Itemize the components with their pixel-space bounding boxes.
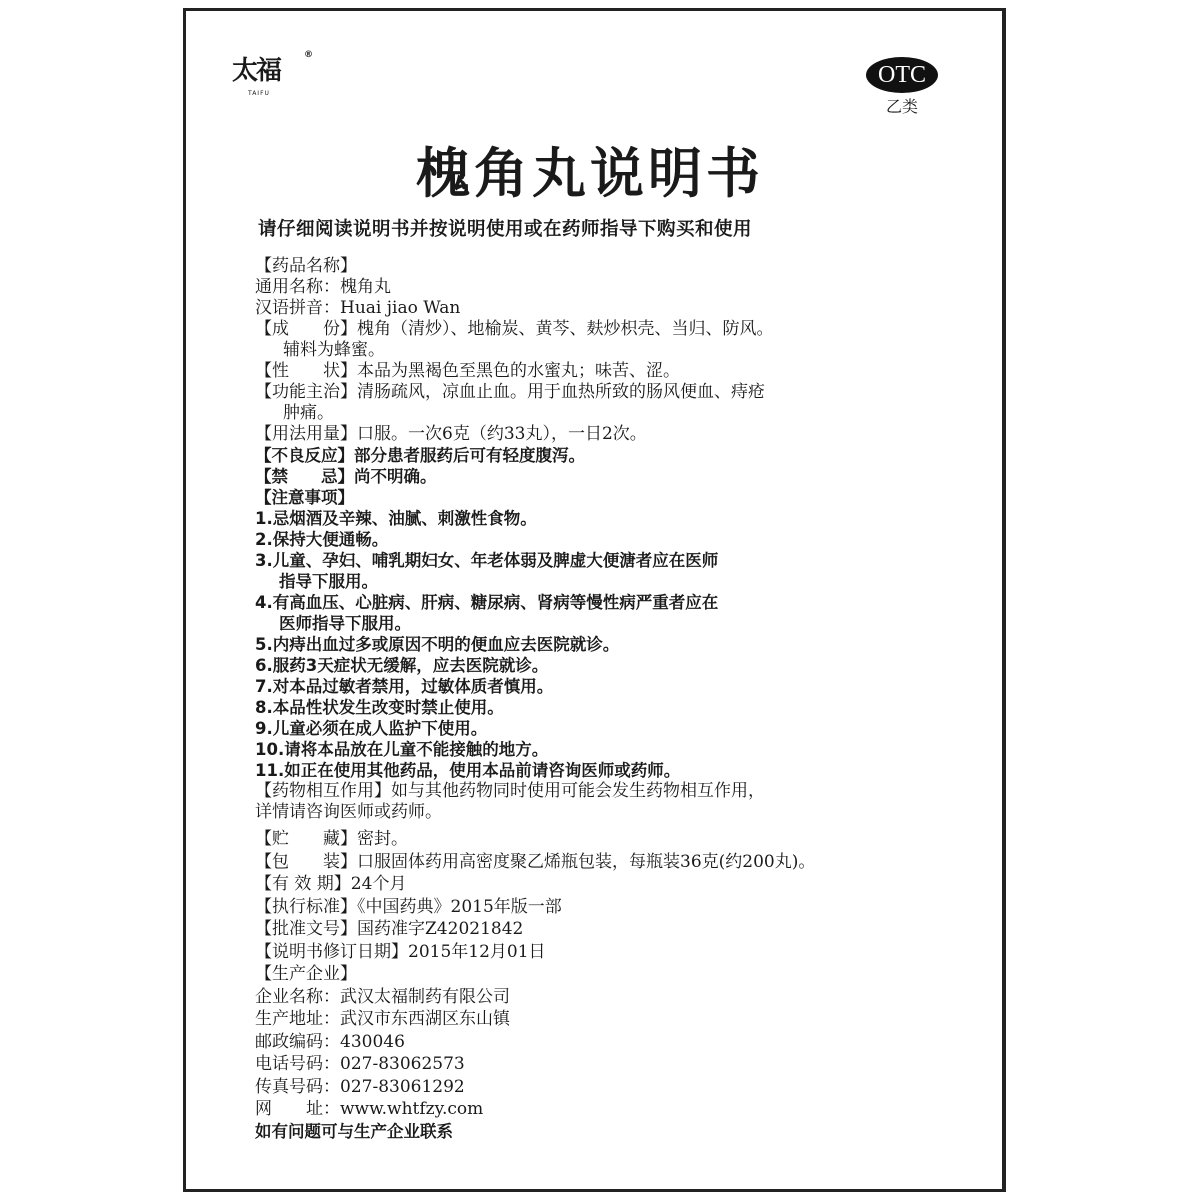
text-line: 1.忌烟酒及辛辣、油腻、刺激性食物。 xyxy=(255,509,537,528)
brand-name: 太福 xyxy=(232,56,281,86)
usage-notice: 请仔细阅读说明书并按说明使用或在药师指导下购买和使用 xyxy=(258,219,753,240)
text-line: 电话号码：027-83062573 xyxy=(255,1054,465,1074)
text-line: 4.有高血压、心脏病、肝病、糖尿病、肾病等慢性病严重者应在 xyxy=(255,593,719,612)
text-line: 【贮 藏】密封。 xyxy=(255,829,408,849)
text-line: 医师指导下服用。 xyxy=(279,614,411,633)
document-title xyxy=(0,142,1200,206)
text-line: 邮政编码：430046 xyxy=(255,1031,405,1052)
text-line: 【性 状】本品为黑褐色至黑色的水蜜丸；味苦、涩。 xyxy=(255,361,680,381)
text-line: 2.保持大便通畅。 xyxy=(255,530,389,549)
text-line: 【药品名称】 xyxy=(255,256,357,276)
text-line: 汉语拼音：Huai jiao Wan xyxy=(255,298,461,318)
text-line: 7.对本品过敏者禁用，过敏体质者慎用。 xyxy=(255,677,554,696)
text-line: 详情请咨询医师或药师。 xyxy=(255,802,442,822)
otc-badge: OTC xyxy=(866,57,938,93)
text-line: 【禁 忌】尚不明确。 xyxy=(255,467,437,486)
text-line: 肿痛。 xyxy=(283,403,334,423)
text-line: 【批准文号】国药准字Z42021842 xyxy=(255,919,524,939)
text-line: 【包 装】口服固体药用高密度聚乙烯瓶包装，每瓶装36克(约200丸)。 xyxy=(255,851,816,872)
content-section-1 xyxy=(255,256,774,823)
text-line: 5.内痔出血过多或原因不明的便血应去医院就诊。 xyxy=(255,635,620,654)
text-line: 【药物相互作用】如与其他药物同时使用可能会发生药物相互作用， xyxy=(255,781,765,801)
text-line: 【执行标准】《中国药典》2015年版一部 xyxy=(255,896,562,917)
text-line: 【说明书修订日期】2015年12月01日 xyxy=(255,941,546,962)
text-line: 【有 效 期】24个月 xyxy=(255,874,407,894)
otc-category: 乙类 xyxy=(886,97,919,116)
text-line: 【用法用量】口服。一次6克（约33丸），一日2次。 xyxy=(255,424,647,444)
text-line: 8.本品性状发生改变时禁止使用。 xyxy=(255,698,504,717)
text-line: 【成 份】槐角（清炒）、地榆炭、黄芩、麸炒枳壳、当归、防风。 xyxy=(255,319,774,339)
text-line: 辅料为蜂蜜。 xyxy=(283,340,385,360)
text-line: 【注意事项】 xyxy=(255,488,354,507)
content-section-2 xyxy=(255,828,815,1143)
text-line: 如有问题可与生产企业联系 xyxy=(255,1121,453,1141)
document-title-text: 槐角丸说明书 xyxy=(416,142,764,205)
text-line: 企业名称：武汉太福制药有限公司 xyxy=(255,986,510,1007)
text-line: 6.服药3天症状无缓解，应去医院就诊。 xyxy=(255,656,549,675)
brand-sub: TAIFU xyxy=(248,90,270,97)
brand-logo xyxy=(232,50,311,100)
registered-mark: ® xyxy=(304,50,311,60)
text-line: 指导下服用。 xyxy=(279,572,378,591)
text-line: 生产地址：武汉市东西湖区东山镇 xyxy=(255,1009,510,1029)
text-line: 【不良反应】部分患者服药后可有轻度腹泻。 xyxy=(255,446,585,465)
text-line: 【功能主治】清肠疏风，凉血止血。用于血热所致的肠风便血、痔疮 xyxy=(255,382,765,402)
text-line: 传真号码：027-83061292 xyxy=(255,1076,465,1097)
text-line: 通用名称：槐角丸 xyxy=(255,277,391,297)
text-line[interactable]: 网 址：www.whtfzy.com xyxy=(255,1099,484,1119)
text-line: 11.如正在使用其他药品，使用本品前请咨询医师或药师。 xyxy=(255,761,681,780)
text-line: 3.儿童、孕妇、哺乳期妇女、年老体弱及脾虚大便溏者应在医师 xyxy=(255,551,719,570)
text-line: 9.儿童必须在成人监护下使用。 xyxy=(255,719,488,738)
text-line: 10.请将本品放在儿童不能接触的地方。 xyxy=(255,740,549,759)
text-line: 【生产企业】 xyxy=(255,964,357,984)
